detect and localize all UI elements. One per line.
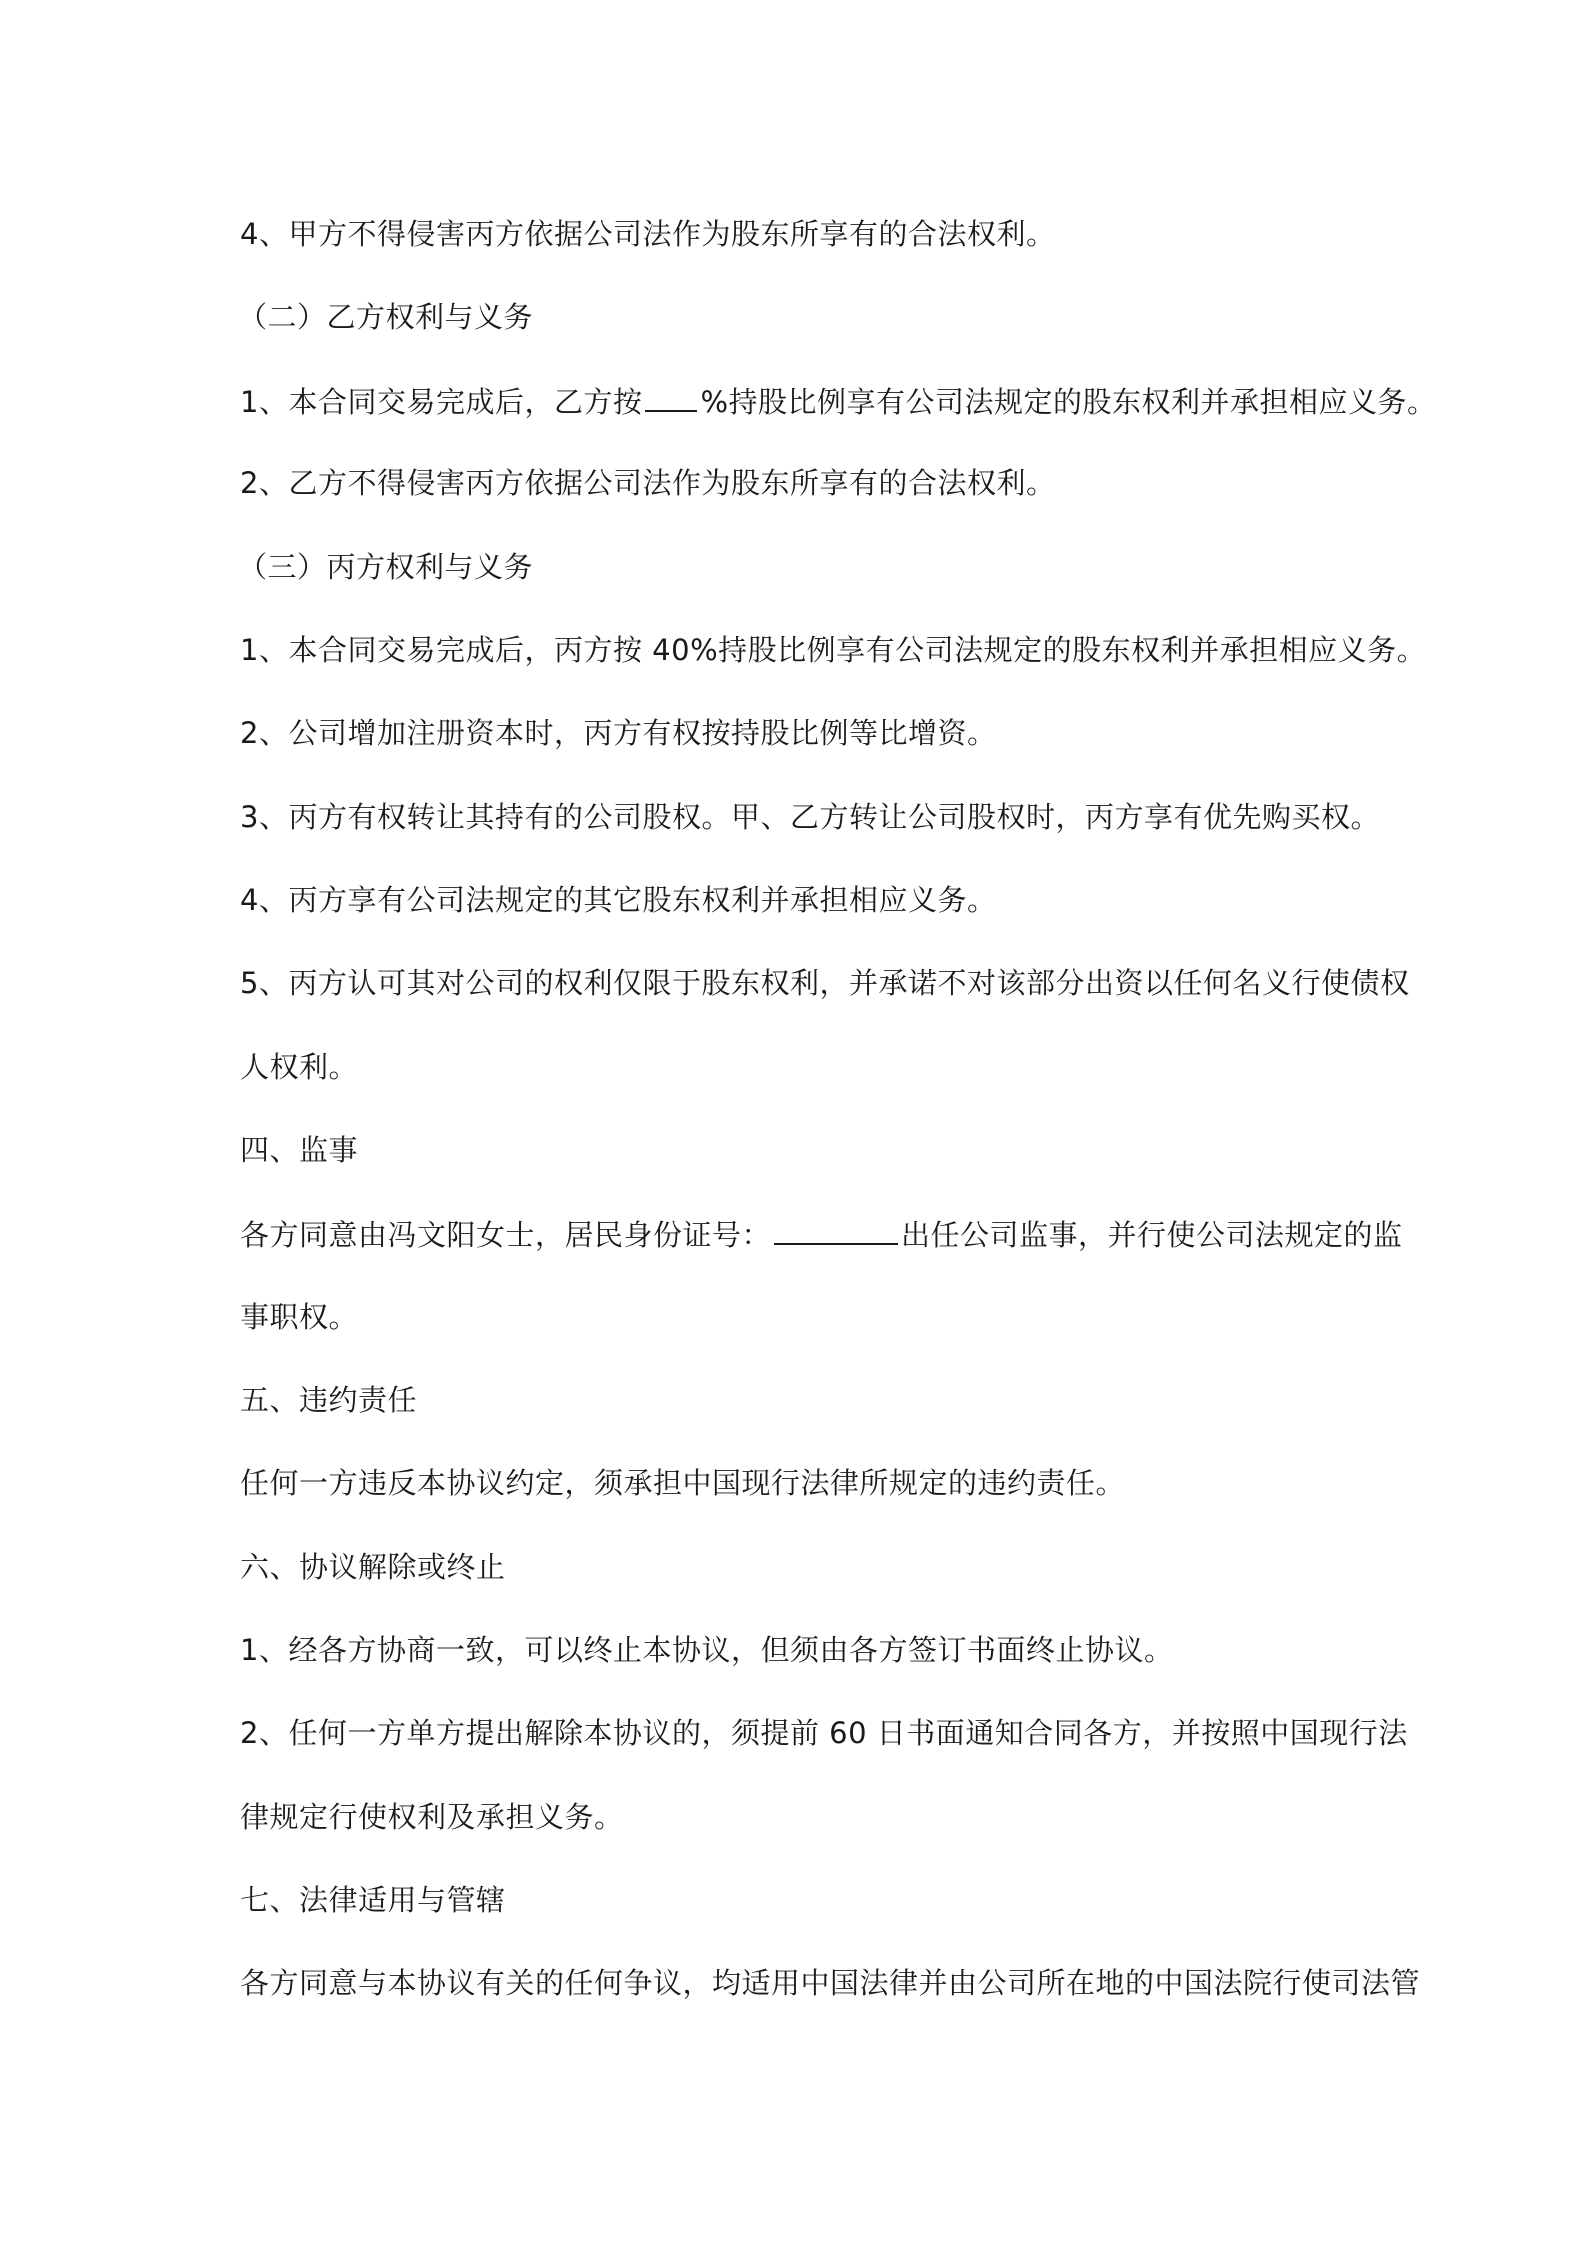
clause-party-a-4: 4、甲方不得侵害丙方依据公司法作为股东所享有的合法权利。 — [240, 217, 1056, 251]
clause-termination-2-continued: 律规定行使权利及承担义务。 — [240, 1800, 624, 1834]
section-heading-termination: 六、协议解除或终止 — [240, 1550, 506, 1584]
id-number-blank — [774, 1213, 898, 1245]
clause-party-b-2: 2、乙方不得侵害丙方依据公司法作为股东所享有的合法权利。 — [240, 466, 1056, 500]
clause-party-c-5-continued: 人权利。 — [240, 1050, 359, 1084]
clause-governing-law: 各方同意与本协议有关的任何争议，均适用中国法律并由公司所在地的中国法院行使司法管 — [240, 1966, 1421, 2000]
clause-party-c-4: 4、丙方享有公司法规定的其它股东权利并承担相应义务。 — [240, 883, 997, 917]
clause-supervisor-text-after: 出任公司监事，并行使公司法规定的监 — [901, 1218, 1403, 1252]
clause-party-b-1-text-before: 1、本合同交易完成后，乙方按 — [240, 385, 643, 419]
clause-party-b-1 — [240, 380, 1437, 422]
clause-liability: 任何一方违反本协议约定，须承担中国现行法律所规定的违约责任。 — [240, 1466, 1126, 1500]
clause-party-c-1: 1、本合同交易完成后，丙方按 40%持股比例享有公司法规定的股东权利并承担相应义务。 — [240, 633, 1427, 667]
clause-termination-1: 1、经各方协商一致，可以终止本协议，但须由各方签订书面终止协议。 — [240, 1633, 1174, 1667]
clause-supervisor-continued: 事职权。 — [240, 1300, 359, 1334]
section-heading-party-c: （三）丙方权利与义务 — [238, 550, 534, 584]
clause-party-b-1-text-after: %持股比例享有公司法规定的股东权利并承担相应义务。 — [700, 385, 1437, 419]
section-heading-party-b: （二）乙方权利与义务 — [238, 300, 534, 334]
clause-party-c-3: 3、丙方有权转让其持有的公司股权。甲、乙方转让公司股权时，丙方享有优先购买权。 — [240, 800, 1380, 834]
share-percentage-blank — [645, 380, 697, 412]
clause-party-c-2: 2、公司增加注册资本时，丙方有权按持股比例等比增资。 — [240, 716, 997, 750]
section-heading-supervisor: 四、监事 — [240, 1133, 359, 1167]
clause-supervisor — [240, 1213, 1403, 1255]
clause-supervisor-text-before: 各方同意由冯文阳女士，居民身份证号： — [240, 1218, 772, 1252]
section-heading-liability: 五、违约责任 — [240, 1383, 418, 1417]
clause-termination-2: 2、任何一方单方提出解除本协议的，须提前 60 日书面通知合同各方，并按照中国现行法 — [240, 1716, 1408, 1750]
clause-party-c-5: 5、丙方认可其对公司的权利仅限于股东权利，并承诺不对该部分出资以任何名义行使债权 — [240, 966, 1410, 1000]
section-heading-governing-law: 七、法律适用与管辖 — [240, 1883, 506, 1917]
